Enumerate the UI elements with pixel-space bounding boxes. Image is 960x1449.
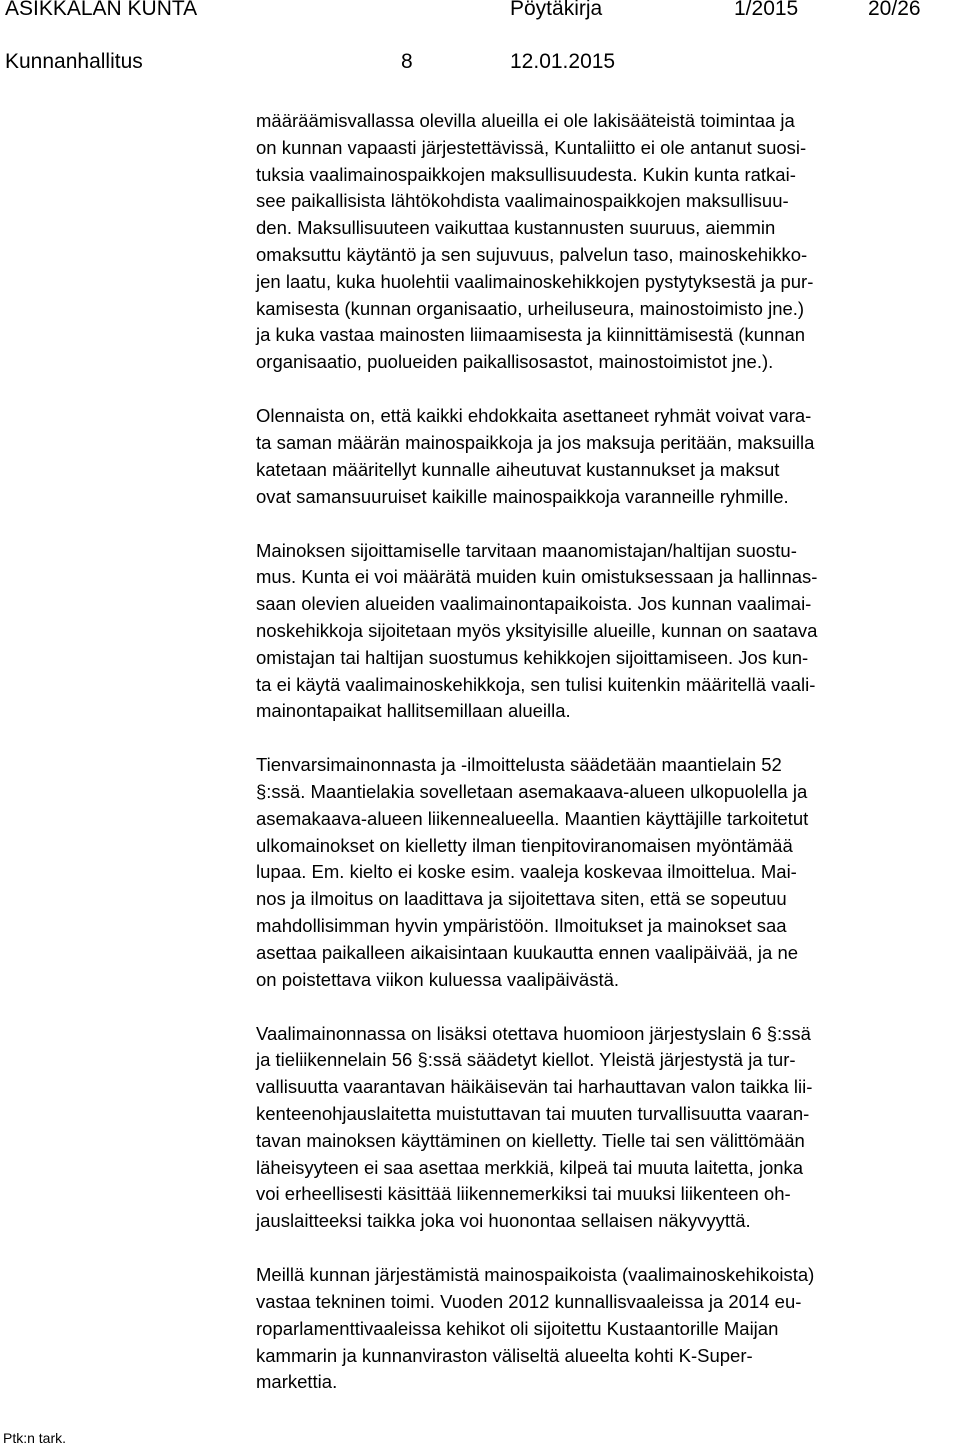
paragraph-line: asettaa paikalleen aikaisintaan kuukautta ennen vaalipäivää, ja ne (256, 941, 799, 963)
paragraph-line: omistajan tai haltijan suostumus kehikkojen sijoittamiseen. Jos kun- (256, 646, 809, 668)
paragraph-line: voi erheellisesti käsittää liikennemerkiksi tai muuksi liikenteen oh- (256, 1183, 791, 1205)
paragraph-line: omaksuttu käytäntö ja sen sujuvuus, palvelun taso, mainoskehikko- (256, 243, 808, 265)
paragraph-line: organisaatio, puolueiden paikallisosastot, mainostoimistot jne.). (256, 351, 774, 373)
paragraph-line: Vaalimainonnassa on lisäksi otettava huomioon järjestyslain 6 §:ssä (256, 1022, 811, 1044)
paragraph-line: ovat samansuuruiset kaikille mainospaikkoja varanneille ryhmille. (256, 485, 789, 507)
paragraph-line: kenteenohjauslaitetta muistuttavan tai muuten turvallisuutta vaaran- (256, 1103, 810, 1125)
paragraph-line: Tienvarsimainonnasta ja -ilmoittelusta säädetään maantielain 52 (256, 754, 782, 776)
paragraph-line: ta ei käytä vaalimainoskehikkoja, sen tulisi kuitenkin määritellä vaali- (256, 673, 816, 695)
paragraph-line: roparlamenttivaaleissa kehikot oli sijoitettu Kustaantorille Maijan (256, 1317, 779, 1339)
paragraph-line: kamisesta (kunnan organisaatio, urheiluseura, mainostoimisto jne.) (256, 297, 805, 319)
paragraph-line: tavan mainoksen käyttäminen on kielletty. Tielle tai sen välittömään (256, 1129, 805, 1151)
paragraph-line: ta saman määrän mainospaikkoja ja jos maksuja peritään, maksuilla (256, 431, 815, 453)
paragraph-line: jen laatu, kuka huolehtii vaalimainoskehikkojen pystytyksestä ja pur- (256, 270, 814, 292)
paragraph-line: lupaa. Em. kielto ei koske esim. vaaleja koskevaa ilmoittelua. Mai- (256, 861, 797, 883)
paragraph-line: Olennaista on, että kaikki ehdokkaita asettaneet ryhmät voivat vara- (256, 405, 812, 427)
paragraph-line: saan olevien alueiden vaalimainontapaikoista. Jos kunnan vaalimai- (256, 593, 812, 615)
paragraph (256, 752, 956, 993)
paragraph-line: Meillä kunnan järjestämistä mainospaikoista (vaalimainoskehikoista) (256, 1264, 815, 1286)
paragraph-line: on poistettava viikon kuluessa vaalipäivästä. (256, 968, 620, 990)
paragraph-line: katetaan määritellyt kunnalle aiheutuvat kustannukset ja maksut (256, 458, 780, 480)
paragraph-line: mus. Kunta ei voi määrätä muiden kuin omistuksessaan ja hallinnas- (256, 566, 818, 588)
paragraph-line: §:ssä. Maantielakia sovelletaan asemakaava-alueen ulkopuolella ja (256, 781, 808, 803)
document-body (256, 108, 956, 1423)
paragraph-line: Mainoksen sijoittamiselle tarvitaan maanomistajan/haltijan suostu- (256, 539, 797, 561)
document-type: Pöytäkirja (510, 0, 603, 20)
section-number: 8 (401, 50, 413, 73)
paragraph-line: vastaa tekninen toimi. Vuoden 2012 kunnallisvaaleissa ja 2014 eu- (256, 1291, 802, 1313)
paragraph-line: see paikallisista lähtökohdista vaalimainospaikkojen maksullisuu- (256, 190, 789, 212)
paragraph-line: markettia. (256, 1371, 338, 1393)
paragraph-line: ja tieliikennelain 56 §:ssä säädetyt kiellot. Yleistä järjestystä ja tur- (256, 1049, 796, 1071)
paragraph-line: mainontapaikat hallitsemillaan alueilla. (256, 700, 571, 722)
paragraph-line: noskehikkoja sijoitetaan myös yksityisille alueille, kunnan on saatava (256, 619, 818, 641)
document-number: 1/2015 (734, 0, 799, 20)
body-name: Kunnanhallitus (5, 50, 143, 73)
paragraph-line: ulkomainokset on kielletty ilman tienpitoviranomaisen myöntämää (256, 834, 793, 856)
paragraph (256, 538, 956, 726)
paragraph (256, 403, 956, 510)
paragraph-line: määräämisvallassa olevilla alueilla ei ole lakisääteistä toimintaa ja (256, 110, 795, 131)
page-number: 20/26 (868, 0, 921, 20)
paragraph-line: vallisuutta vaarantavan häikäisevän tai harhauttavan valon taikka lii- (256, 1076, 813, 1098)
paragraph-line: kammarin ja kunnanviraston väliseltä alueelta kohti K-Super- (256, 1344, 753, 1366)
paragraph-line: on kunnan vapaasti järjestettävissä, Kuntaliitto ei ole antanut suosi- (256, 136, 807, 158)
paragraph (256, 1021, 956, 1235)
paragraph-line: asemakaava-alueen liikennealueella. Maantien käyttäjille tarkoitetut (256, 807, 809, 829)
meeting-date: 12.01.2015 (510, 50, 616, 73)
paragraph-line: tuksia vaalimainospaikkojen maksullisuudesta. Kukin kunta ratkai- (256, 163, 796, 185)
paragraph-line: läheisyyteen ei saa asettaa merkkiä, kilpeä tai muuta laitetta, jonka (256, 1156, 804, 1178)
paragraph-line: mahdollisimman hyvin ympäristöön. Ilmoitukset ja mainokset saa (256, 915, 787, 937)
paragraph (256, 1262, 956, 1396)
organization-name: ASIKKALAN KUNTA (5, 0, 198, 20)
paragraph-line: den. Maksullisuuteen vaikuttaa kustannusten suuruus, aiemmin (256, 217, 776, 239)
paragraph-line: ja kuka vastaa mainosten liimaamisesta ja kiinnittämisestä (kunnan (256, 324, 806, 346)
paragraph (256, 108, 956, 376)
paragraph-line: nos ja ilmoitus on laadittava ja sijoitettava siten, että se sopeutuu (256, 888, 787, 910)
paragraph-line: jauslaitteeksi taikka joka voi huonontaa sellaisen näkyvyyttä. (256, 1210, 751, 1232)
minutes-checker-initials-label: Ptk:n tark. (3, 1430, 67, 1446)
